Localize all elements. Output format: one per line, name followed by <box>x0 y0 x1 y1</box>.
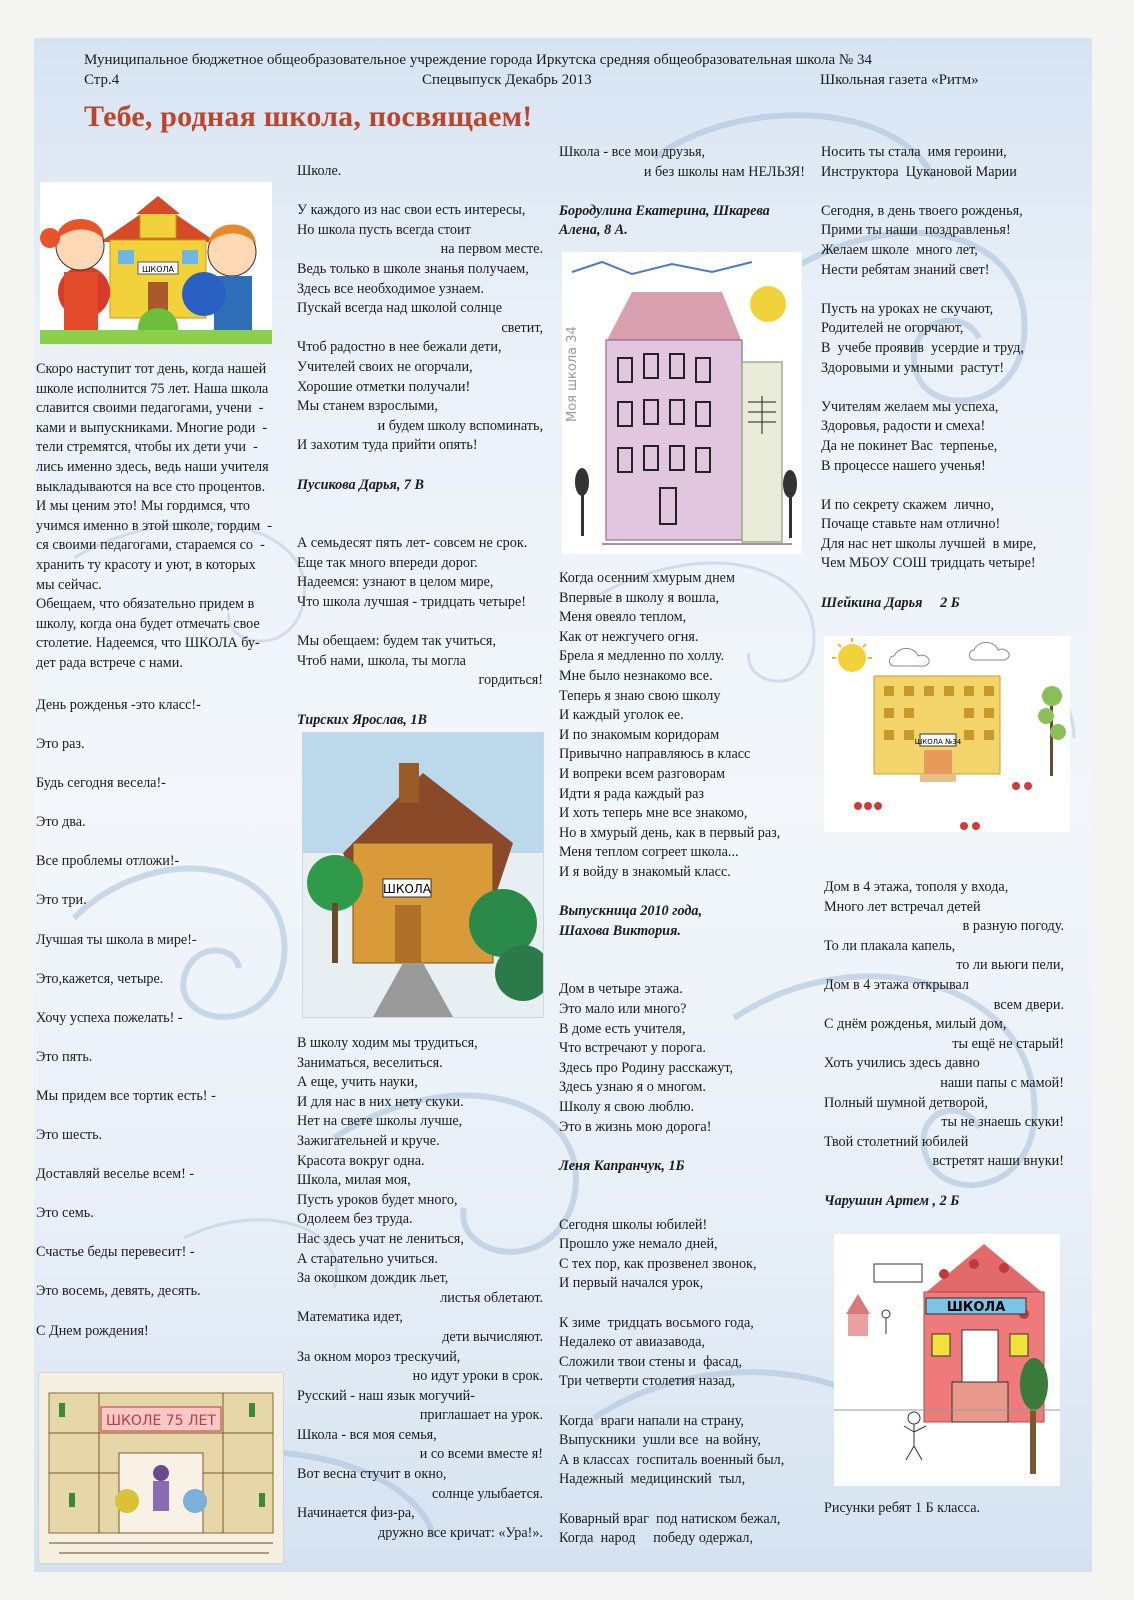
drawing-sign: ШКОЛА №34 <box>914 738 962 746</box>
text-line: В учебе проявив усердие и труд, <box>821 339 1024 356</box>
poem-charushin <box>824 878 1064 1211</box>
text-line: Коварный враг под натиском бежал, <box>559 1510 781 1527</box>
text-line: гордиться! <box>478 672 543 689</box>
author-name: Леня Капранчук, 1Б <box>559 1157 685 1174</box>
text-line: школу, когда она будет отмечать свое <box>36 615 260 632</box>
text-line: Чем МБОУ СОШ тридцать четыре! <box>821 555 1036 572</box>
text-line: Пусть уроков будет много, <box>297 1191 458 1208</box>
chant-line: Это пять. <box>36 1048 93 1065</box>
chant-line: Хочу успеха пожелать! - <box>36 1009 183 1026</box>
text-line: наши папы с мамой! <box>940 1074 1064 1091</box>
text-line: И для нас в них нету скуки. <box>297 1093 464 1110</box>
text-line: и со всеми вместе я! <box>419 1446 543 1463</box>
text-line: Дом в четыре этажа. <box>559 981 683 998</box>
text-line: Три четверти столетия назад, <box>559 1373 736 1390</box>
text-line: Мне было незнакомо все. <box>559 667 713 684</box>
text-line: солнце улыбается. <box>432 1485 543 1502</box>
school-drawing-sheikina <box>824 636 1070 832</box>
text-line: С тех пор, как прозвенел звонок, <box>559 1255 757 1272</box>
text-line: И захотим туда прийти опять! <box>297 437 478 454</box>
text-line: И по знакомым коридорам <box>559 726 720 743</box>
text-line: дружно все кричат: «Ура!». <box>378 1524 543 1541</box>
text-line: Как от нежгучего огня. <box>559 628 699 645</box>
text-line: учимся именно в этой школе, гордим - <box>36 517 272 534</box>
text-line: Нет на свете школы лучше, <box>297 1113 463 1130</box>
text-line: С днём рожденья, милый дом, <box>824 1016 1007 1033</box>
text-line: Инструктора Цукановой Марии <box>821 163 1017 180</box>
text-line: славится своими педагогами, учени - <box>36 400 264 417</box>
text-line: Пусть на уроках не скучают, <box>821 300 994 317</box>
text-line: И мы ценим это! Мы гордимся, что <box>36 498 251 515</box>
text-line: Меня теплом согреет школа... <box>559 844 739 861</box>
text-line: А еще, учить науки, <box>297 1074 418 1091</box>
text-line: Брела я медленно по холлу. <box>559 648 725 665</box>
text-line: Когда народ победу одержал, <box>559 1530 754 1547</box>
chant-line: С Днем рождения! <box>36 1322 149 1339</box>
chant-line: Лучшая ты школа в мире!- <box>36 931 197 948</box>
text-line: ся своими педагогами, стараемся со - <box>36 537 265 554</box>
text-line: всем двери. <box>993 996 1064 1013</box>
poem-sheikina <box>821 143 1061 613</box>
text-line: Одолеем без труда. <box>297 1211 413 1228</box>
text-line: В доме есть учителя, <box>559 1020 686 1037</box>
author-name: Бородулина Екатерина, Шкарева <box>559 202 770 219</box>
text-line: Идти я рада каждый раз <box>559 785 704 802</box>
author-name: Алена, 8 А. <box>559 222 628 239</box>
text-line: А в классах госпиталь военный был, <box>559 1451 785 1468</box>
chant-line: Счастье беды перевесит! - <box>36 1244 195 1261</box>
poem-pusikova <box>297 162 543 730</box>
chant-line: Это два. <box>36 814 86 831</box>
author-name: Чарушин Артем , 2 Б <box>824 1192 960 1209</box>
text-line: Обещаем, что обязательно придем в <box>36 596 255 613</box>
school-clipart <box>40 182 272 344</box>
text-line: Школа - все мои друзья, <box>559 144 706 160</box>
text-line: дети вычисляют. <box>442 1328 543 1345</box>
text-line: то ли вьюги пели, <box>956 957 1064 974</box>
text-line: Начинается физ-ра, <box>297 1505 415 1522</box>
text-line: хранить ту красоту и уют, в которых <box>36 556 256 573</box>
text-line: Дом в 4 этажа, тополя у входа, <box>824 879 1009 895</box>
text-line: Вот весна стучит в окно, <box>297 1466 447 1483</box>
caption-text: Рисунки ребят 1 Б класса. <box>824 1500 981 1516</box>
text-line: Здесь узнаю я о многом. <box>559 1079 706 1096</box>
text-line: Носить ты стала имя героини, <box>821 144 1007 160</box>
text-line: Еще так много впереди дорог. <box>297 554 478 571</box>
text-line: Прими ты наши поздравленья! <box>821 222 1011 239</box>
chant-line: Доставляй веселье всем! - <box>36 1166 195 1183</box>
text-line: Но в хмурый день, как в первый раз, <box>559 824 781 841</box>
school-drawing-charushin <box>834 1234 1060 1486</box>
text-line: и без школы нам НЕЛЬЗЯ! <box>643 163 805 180</box>
text-line: И я войду в знакомый класс. <box>559 863 731 880</box>
text-line: Мы обещаем: будем так учиться, <box>297 633 496 650</box>
text-line: За окошком дождик льет, <box>297 1270 449 1287</box>
text-line: Школа, милая моя, <box>297 1172 411 1189</box>
text-line: Здесь про Родину расскажут, <box>559 1059 734 1076</box>
text-line: лись именно здесь, ведь наши учителя <box>36 458 269 475</box>
text-line: мы сейчас. <box>36 576 102 593</box>
chant-line: Это семь. <box>36 1205 94 1222</box>
text-line: Дом в 4 этажа открывал <box>824 976 969 993</box>
text-line: столетие. Надеемся, что ШКОЛА бу- <box>36 635 260 652</box>
text-line: Чтоб нами, школа, ты могла <box>297 652 466 669</box>
text-line: дет рада встрече с нами. <box>36 654 183 671</box>
text-line: Мы станем взрослыми, <box>297 398 438 415</box>
text-line: Учителям желаем мы успеха, <box>821 398 999 415</box>
text-line: Много лет встречал детей <box>824 898 981 915</box>
chant-line: Это раз. <box>36 736 85 753</box>
text-line: Здесь все необходимое узнаем. <box>297 280 485 297</box>
text-line: Нести ребятам знаний свет! <box>821 261 990 278</box>
drawing-sign: ШКОЛА <box>382 882 432 896</box>
text-line: Сложили твои стены и фасад, <box>559 1353 743 1370</box>
text-line: Скоро наступит тот день, когда нашей <box>36 361 267 377</box>
text-line: Родителей не огорчают, <box>821 320 964 337</box>
text-line: Да не покинет Вас терпенье, <box>821 437 998 454</box>
text-line: Твой столетний юбилей <box>824 1133 969 1150</box>
text-line: Здоровыми и умными растут! <box>821 359 1005 376</box>
text-line: встретят наши внуки! <box>932 1153 1064 1170</box>
chant-line: Будь сегодня весела!- <box>36 775 166 792</box>
text-line: и будем школу вспоминать, <box>377 417 543 434</box>
text-line: Учителей своих не огорчали, <box>297 358 473 375</box>
text-line: ты не знаешь скуки! <box>941 1114 1064 1131</box>
text-line: Ведь только в школе знанья получаем, <box>297 260 529 277</box>
text-line: Прошло уже немало дней, <box>559 1236 718 1253</box>
text-line: У каждого из нас свои есть интересы, <box>297 202 526 219</box>
poem-borodulina <box>559 143 805 241</box>
text-line: Математика идет, <box>297 1309 403 1326</box>
chant-line: Это,кажется, четыре. <box>36 970 164 987</box>
text-line: Заниматься, веселиться. <box>297 1054 443 1071</box>
chant-line: День рожденья -это класс!- <box>36 697 201 713</box>
text-line: Что встречают у порога. <box>559 1040 706 1057</box>
poem-school <box>297 1034 543 1543</box>
drawing-handwriting: Моя школа 34 <box>565 326 580 422</box>
masthead <box>84 50 1044 90</box>
text-line: Полный шумной детворой, <box>824 1094 988 1111</box>
text-line: Школа - вся моя семья, <box>297 1426 437 1443</box>
institution-name: Муниципальное бюджетное общеобразовательное учреждение города Иркутска средняя общеобразовательная школа № 34 <box>84 52 872 68</box>
text-line: в разную погоду. <box>962 918 1064 935</box>
issue-label: Спецвыпуск Декабрь 2013 <box>422 72 592 88</box>
text-line: Зажигательней и круче. <box>297 1132 440 1149</box>
chant-line: Это восемь, девять, десять. <box>36 1283 201 1300</box>
school-drawing-borodulina <box>562 252 802 554</box>
author-name: Пусикова Дарья, 7 В <box>297 476 425 493</box>
text-line: Впервые в школу я вошла, <box>559 589 720 606</box>
text-line: Меня овеяло теплом, <box>559 609 687 626</box>
text-line: Желаем школе много лет, <box>821 241 978 258</box>
drawing-sign: ШКОЛА <box>946 1300 1006 1315</box>
text-line: выкладываются на все сто процентов. <box>36 478 266 495</box>
text-line: В школу ходим мы трудиться, <box>297 1035 478 1051</box>
author-name: Шахова Виктория. <box>559 922 681 939</box>
text-line: К зиме тридцать восьмого года, <box>559 1314 754 1331</box>
text-line: светит, <box>501 319 543 336</box>
text-line: Школе. <box>297 163 342 179</box>
text-line: Но школа пусть всегда стоит <box>297 221 471 238</box>
chant-line: Это три. <box>36 892 87 909</box>
text-line: И вопреки всем разговорам <box>559 765 726 782</box>
text-line: Это в жизнь мою дорога! <box>559 1118 712 1135</box>
chant-line: Все проблемы отложи!- <box>36 853 180 870</box>
text-line: Для нас нет школы лучшей в мире, <box>821 535 1037 552</box>
newspaper-page <box>34 38 1092 1572</box>
text-line: на первом месте. <box>440 241 543 258</box>
poem-shakhova <box>559 569 805 1549</box>
page-number: Стр.4 <box>84 72 120 88</box>
chant-line: Это шесть. <box>36 1127 103 1144</box>
text-line: приглашает на урок. <box>419 1407 543 1424</box>
text-line: Теперь я знаю свою школу <box>559 687 721 704</box>
text-line: Красота вокруг одна. <box>297 1152 425 1169</box>
text-line: Выпускники ушли все на войну, <box>559 1432 761 1449</box>
text-line: Надеемся: узнают в целом мире, <box>297 574 494 591</box>
author-name: Выпускница 2010 года, <box>559 903 703 920</box>
text-line: Здоровья, радости и смеха! <box>821 418 986 435</box>
newspaper-name: Школьная газета «Ритм» <box>820 72 979 88</box>
text-line: В процессе нашего ученья! <box>821 457 986 474</box>
text-line: Сегодня школы юбилей! <box>559 1216 708 1233</box>
text-line: тели стремятся, чтобы их дети учи - <box>36 439 258 456</box>
text-line: И хоть теперь мне все знакомо, <box>559 805 748 822</box>
text-line: За окном мороз трескучий, <box>297 1348 461 1365</box>
text-line: Чтоб радостно в нее бежали дети, <box>297 339 502 356</box>
drawings-caption <box>824 1499 1064 1519</box>
text-line: Что школа лучшая - тридцать четыре! <box>297 594 526 611</box>
birthday-chant <box>36 686 286 1351</box>
text-line: Русский - наш язык могучий- <box>297 1387 475 1404</box>
text-line: И по секрету скажем лично, <box>821 496 995 513</box>
text-line: То ли плакала капель, <box>824 937 956 954</box>
text-line: Хорошие отметки получали! <box>297 378 471 395</box>
text-line: Привычно направляюсь в класс <box>559 746 751 763</box>
text-line: Недалеко от авиазавода, <box>559 1334 705 1351</box>
page-title: Тебе, родная школа, посвящаем! <box>84 100 533 133</box>
text-line: Это мало или много? <box>559 1001 687 1018</box>
author-name: Шейкина Дарья 2 Б <box>821 594 960 611</box>
text-line: листья облетают. <box>440 1289 543 1306</box>
clipart-sign: ШКОЛА <box>141 265 175 274</box>
school-drawing-75 <box>38 1372 284 1564</box>
intro-article <box>36 360 286 693</box>
school-drawing-tirskikh <box>302 732 544 1018</box>
author-name: Тирских Ярослав, 1В <box>297 711 427 728</box>
text-line: ты ещё не старый! <box>952 1035 1064 1052</box>
text-line: Пускай всегда над школой солнце <box>297 300 503 317</box>
text-line: Школу я свою люблю. <box>559 1099 695 1116</box>
text-line: Хоть учились здесь давно <box>824 1055 980 1072</box>
chant-line: Мы придем все тортик есть! - <box>36 1087 216 1104</box>
text-line: И каждый уголок ее. <box>559 707 684 724</box>
text-line: Нас здесь учат не лениться, <box>297 1230 464 1247</box>
text-line: ками и выпускниками. Многие роди - <box>36 419 268 436</box>
text-line: Надежный медицинский тыл, <box>559 1471 746 1488</box>
text-line: А старательно учиться. <box>297 1250 438 1267</box>
text-line: И первый начался урок, <box>559 1275 704 1292</box>
text-line: Когда осенним хмурым днем <box>559 570 735 586</box>
text-line: Сегодня, в день твоего рожденья, <box>821 202 1023 219</box>
text-line: А семьдесят пять лет- совсем не срок. <box>297 535 528 552</box>
text-line: школе исполнится 75 лет. Наша школа <box>36 380 269 397</box>
text-line: Когда враги напали на страну, <box>559 1412 744 1429</box>
drawing-banner-text: ШКОЛЕ 75 ЛЕТ <box>106 1413 216 1429</box>
text-line: Почаще ставьте нам отлично! <box>821 516 1001 533</box>
text-line: но идут уроки в срок. <box>412 1368 543 1385</box>
